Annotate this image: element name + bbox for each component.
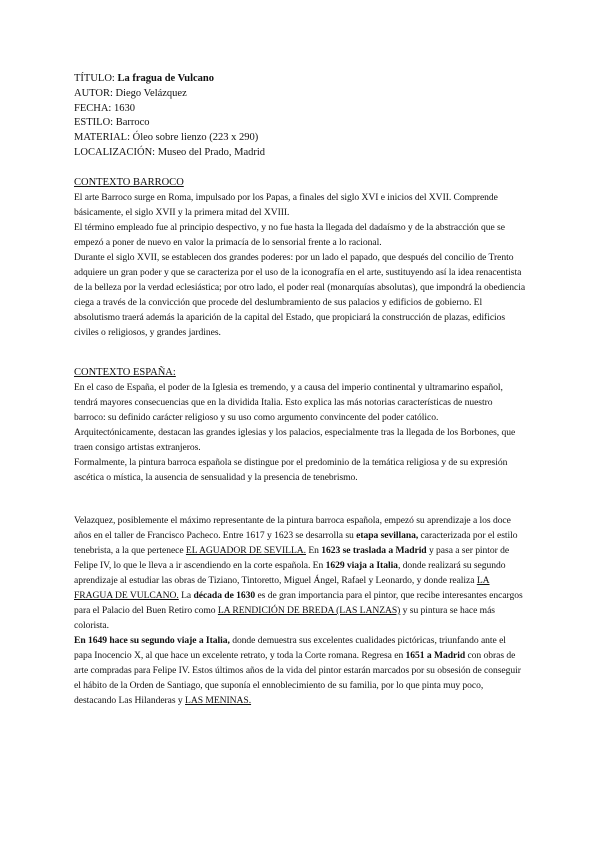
autor-line: AUTOR: Diego Velázquez [74,87,187,99]
paragraph: El término empleado fue al principio despectivo, y no fue hasta la llegada del dadaísmo y de la abstracción que se empezó a poner de nuevo en valor la primacía de lo sensorial frente a lo racional. [74,222,505,248]
paragraph: Durante el siglo XVII, se establecen dos grandes poderes: por un lado el papado, que después del concilio de Trento adquiere un gran poder y que se caracteriza por el uso de la iconografía en el arte, sustituyendo así la idea renacentista de la belleza por la verdad eclesiástica; por otro lado, el poder real (monarquías absolutas), que impondrá la obediencia ciega a través de la convicción que procede del deslumbramiento de sus palacios y edificios de gobierno. El absolutismo traerá además la aparición de la capital del Estado, que propiciará la construcción de plazas, edificios civiles o religiosos, y grandes jardines. [74,252,526,338]
titulo-line [74,72,526,87]
section-heading-espana: CONTEXTO ESPAÑA: [74,367,176,378]
artwork-metadata [74,72,526,161]
artwork-title: LA RENDICIÓN DE BREDA (LAS LANZAS) [217,605,401,616]
artwork-title: LA FRAGUA DE VULCANO. [74,575,490,601]
bold-text: 1623 se traslada a Madrid [321,545,427,556]
material-line: MATERIAL: Óleo sobre lienzo (223 x 290) [74,132,259,144]
fecha-line: FECHA: 1630 [74,102,135,114]
titulo-label: TÍTULO: [74,73,115,84]
section-contexto-barroco [74,176,526,340]
estilo-line: ESTILO: Barroco [74,117,150,129]
bold-text: 1651 a Madrid [405,650,466,661]
paragraph-velazquez-2: En 1649 hace su segundo viaje a Italia, donde demuestra sus excelentes cualidades pictóricas, triunfando ante el papa Inocencio X, al que hace un excelente retrato, y toda la Corte romana. Regresa en 1651 a Madrid con obras de arte compradas para Felipe IV. Estos últimos años de la vida del pintor estarán marcados por su obsesión de conseguir el hábito de la Orden de Santiago, que suponía el ennoblecimiento de su familia, por lo que pinta muy poco, destacando Las Hilanderas y LAS MENINAS. [74,635,521,706]
bold-text: etapa sevillana, [356,530,419,541]
section-contexto-espana [74,366,526,485]
section-velazquez [74,513,526,708]
paragraph: Arquitectónicamente, destacan las grandes iglesias y los palacios, especialmente tras la llegada de los Borbones, que traen consigo artistas extranjeros. [74,427,516,453]
bold-text: 1629 viaja a Italia [325,560,398,571]
paragraph: Formalmente, la pintura barroca española se distingue por el predominio de la temática religiosa y de su expresión ascética o mística, la ausencia de sensualidad y la presencia de tenebrismo. [74,457,508,483]
bold-text: década de 1630 [193,590,256,601]
section-heading-barroco: CONTEXTO BARROCO [74,177,184,188]
paragraph-velazquez-1: Velazquez, posiblemente el máximo representante de la pintura barroca española, empezó su aprendizaje a los doce años en el taller de Francisco Pacheco. Entre 1617 y 1623 se desarrolla su etapa sevillana, caracterizada por el estilo tenebrista, a la que pertenece EL AGUADOR DE SEVILLA. En 1623 se traslada a Madrid y pasa a ser pintor de Felipe IV, lo que le lleva a ir ascendiendo en la corte española. En 1629 viaja a Italia, donde realizará su segundo aprendizaje al estudiar las obras de Tiziano, Tintoretto, Miguel Ángel, Rafael y Leonardo, y donde realiza LA FRAGUA DE VULCANO. La década de 1630 es de gran importancia para el pintor, que recibe interesantes encargos para el Palacio del Buen Retiro como LA RENDICIÓN DE BREDA (LAS LANZAS) y su pintura se hace más colorista. [74,515,523,631]
localizacion-line: LOCALIZACIÓN: Museo del Prado, Madrid [74,146,266,158]
bold-text: En 1649 hace su segundo viaje a Italia, [74,635,230,646]
titulo-value: La fragua de Vulcano [117,73,215,84]
paragraph: En el caso de España, el poder de la Iglesia es tremendo, y a causa del imperio continental y ultramarino español, tendrá mayores consecuencias que en la dividida Italia. Esto explica las más notorias características de nuestro barroco: su definido carácter religioso y su uso como argumento convincente del poder católico. [74,382,503,423]
artwork-title: EL AGUADOR DE SEVILLA. [185,545,306,556]
artwork-title: LAS MENINAS. [185,695,252,706]
paragraph: El arte Barroco surge en Roma, impulsado por los Papas, a finales del siglo XVI e inicios del XVII. Comprende básicamente, el siglo XVII y la primera mitad del XVIII. [74,192,498,218]
